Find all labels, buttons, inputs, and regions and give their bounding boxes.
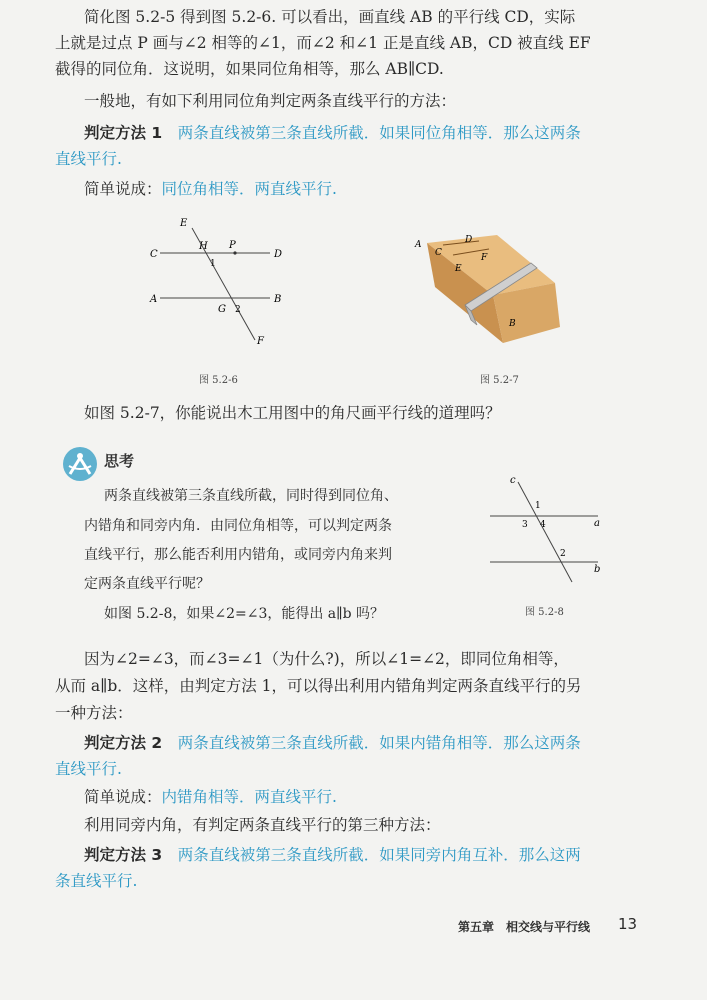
method-2-text-cont: 直线平行. bbox=[55, 760, 122, 778]
method-3 bbox=[84, 842, 581, 868]
page-number: 13 bbox=[618, 915, 638, 933]
short-text: 内错角相等．两直线平行. bbox=[161, 788, 337, 806]
label-g: G bbox=[218, 304, 226, 315]
label-d: D bbox=[274, 249, 283, 260]
label-angle-4: 4 bbox=[540, 520, 546, 530]
paragraph-line: 简化图 5.2-5 得到图 5.2-6. 可以看出，画直线 AB 的平行线 CD，实际 bbox=[84, 8, 576, 26]
label-a: A bbox=[150, 294, 158, 305]
label-f: F bbox=[257, 336, 264, 347]
think-line: 内错角和同旁内角．由同位角相等，可以判定两条 bbox=[84, 518, 392, 534]
think-line: 两条直线被第三条直线所截，同时得到同位角、 bbox=[104, 488, 398, 504]
short-prefix: 简单说成： bbox=[84, 788, 162, 806]
method-3-text-cont: 条直线平行. bbox=[55, 872, 138, 890]
method-2-text: 两条直线被第三条直线所截．如果内错角相等．那么这两条 bbox=[177, 734, 581, 752]
footer-chapter: 第五章 相交线与平行线 bbox=[458, 920, 591, 934]
figure-5-2-6 bbox=[140, 210, 300, 360]
label-b: B bbox=[509, 319, 516, 329]
label-angle-1: 1 bbox=[210, 259, 216, 269]
paragraph-line: 利用同旁内角，有判定两条直线平行的第三种方法： bbox=[84, 816, 441, 834]
label-e: E bbox=[455, 264, 462, 274]
figure-5-2-8 bbox=[480, 470, 620, 590]
label-angle-2: 2 bbox=[560, 549, 566, 559]
method-1-label: 判定方法 1 bbox=[84, 124, 163, 142]
short-prefix: 简单说成： bbox=[84, 180, 162, 198]
short-statement-2 bbox=[84, 784, 337, 810]
think-icon bbox=[60, 444, 100, 484]
line-c bbox=[518, 482, 572, 582]
method-1 bbox=[84, 120, 581, 146]
short-text: 同位角相等．两直线平行. bbox=[161, 180, 337, 198]
method-2 bbox=[84, 730, 581, 756]
label-e: E bbox=[180, 218, 188, 229]
point-p bbox=[233, 251, 236, 254]
paragraph-line: 从而 a∥b．这样，由判定方法 1，可以得出利用内错角判定两条直线平行的另 bbox=[55, 677, 582, 695]
label-c: C bbox=[150, 249, 158, 260]
label-c: C bbox=[435, 248, 442, 258]
paragraph-line: 因为∠2=∠3，而∠3=∠1（为什么?)，所以∠1=∠2，即同位角相等， bbox=[84, 650, 569, 668]
figure-5-2-8-caption: 图 5.2-8 bbox=[525, 607, 564, 618]
method-2-label: 判定方法 2 bbox=[84, 734, 163, 752]
question-line: 如图 5.2-7，你能说出木工用图中的角尺画平行线的道理吗？ bbox=[84, 404, 501, 422]
label-a: A bbox=[415, 240, 422, 250]
method-3-text: 两条直线被第三条直线所截．如果同旁内角互补．那么这两 bbox=[177, 846, 581, 864]
label-h: H bbox=[199, 241, 208, 252]
short-statement-1 bbox=[84, 176, 337, 202]
figure-5-2-6-caption: 图 5.2-6 bbox=[199, 375, 238, 386]
think-line: 直线平行，那么能否利用内错角，或同旁内角来判 bbox=[84, 547, 392, 563]
method-1-text-cont: 直线平行. bbox=[55, 150, 122, 168]
label-c: c bbox=[510, 475, 516, 486]
label-b: b bbox=[594, 564, 601, 575]
think-line: 定两条直线平行呢？ bbox=[84, 576, 210, 592]
figure-5-2-7-caption: 图 5.2-7 bbox=[480, 375, 519, 386]
paragraph-line: 截得的同位角．这说明，如果同位角相等，那么 AB∥CD. bbox=[55, 60, 444, 78]
label-d: D bbox=[465, 235, 473, 245]
method-3-label: 判定方法 3 bbox=[84, 846, 163, 864]
paragraph-line: 上就是过点 P 画与∠2 相等的∠1，而∠2 和∠1 正是直线 AB，CD 被直线 EF bbox=[55, 34, 591, 52]
think-question: 如图 5.2-8，如果∠2=∠3，能得出 a∥b 吗？ bbox=[104, 606, 385, 622]
label-b: B bbox=[274, 294, 282, 305]
figure-5-2-7 bbox=[405, 225, 565, 355]
label-angle-2: 2 bbox=[235, 305, 241, 315]
paragraph-line: 一种方法： bbox=[55, 704, 133, 722]
label-p: P bbox=[229, 240, 236, 251]
paragraph-line: 一般地，有如下利用同位角判定两条直线平行的方法： bbox=[84, 92, 457, 110]
label-a: a bbox=[594, 518, 600, 529]
method-1-text: 两条直线被第三条直线所截．如果同位角相等．那么这两条 bbox=[177, 124, 581, 142]
label-angle-3: 3 bbox=[522, 520, 528, 530]
label-f: F bbox=[481, 253, 488, 263]
label-angle-1: 1 bbox=[535, 501, 541, 511]
think-title: 思考 bbox=[104, 452, 135, 470]
